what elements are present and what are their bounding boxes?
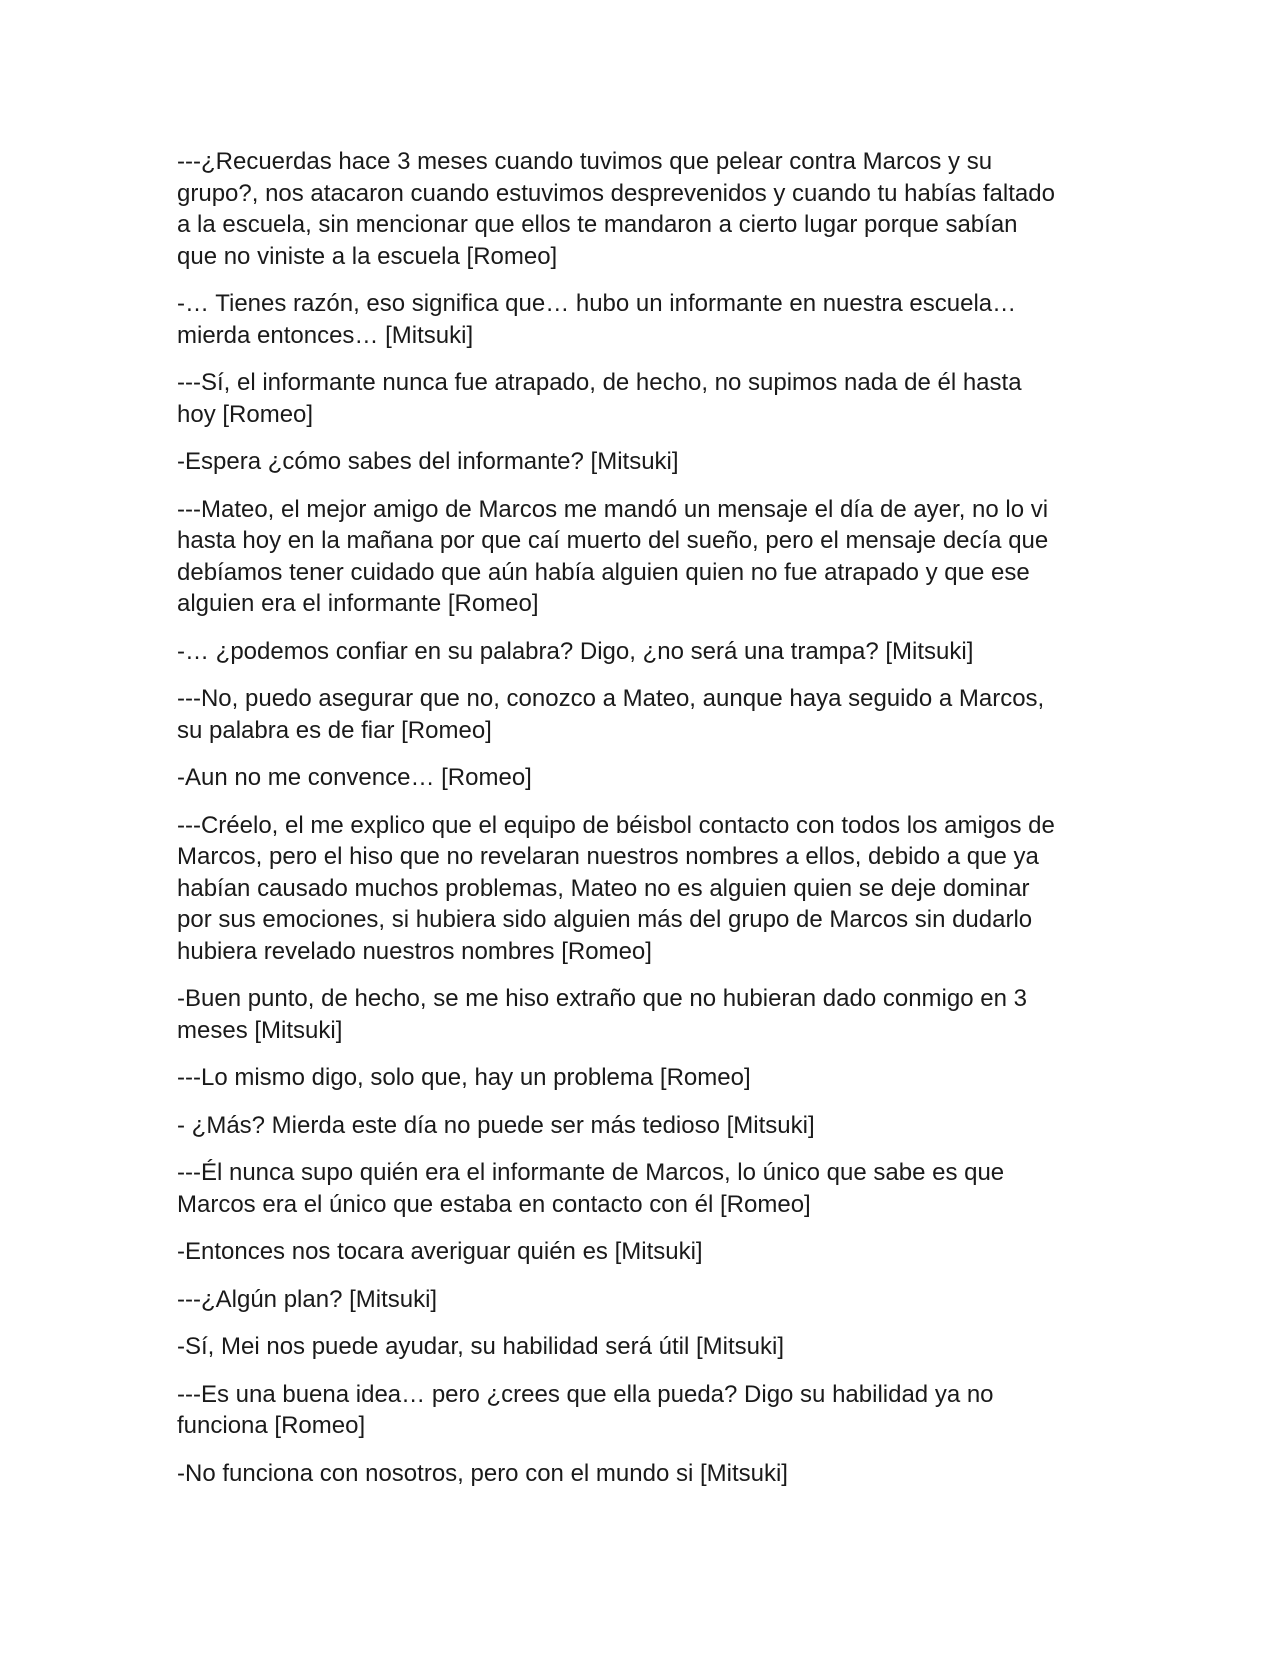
dialogue-line: -Buen punto, de hecho, se me hiso extraño que no hubieran dado conmigo en 3 [177, 985, 1027, 1012]
dialogue-line: - ¿Más? Mierda este día no puede ser más tedioso [Mitsuki] [177, 1111, 815, 1139]
dialogue-line: a la escuela, sin mencionar que ellos te mandaron a cierto lugar porque sabían [177, 211, 1018, 238]
dialogue-line: hoy [Romeo] [177, 400, 314, 428]
dialogue-paragraph [177, 494, 1102, 620]
dialogue-line: grupo?, nos atacaron cuando estuvimos desprevenidos y cuando tu habías faltado [177, 179, 1055, 207]
dialogue-line: -Espera ¿cómo sabes del informante? [Mitsuki] [177, 448, 679, 475]
dialogue-line: -No funciona con nosotros, pero con el mundo si [Mitsuki] [177, 1459, 788, 1487]
dialogue-line: su palabra es de fiar [Romeo] [177, 716, 492, 744]
document-body [177, 146, 1102, 1505]
dialogue-line: ---¿Algún plan? [Mitsuki] [177, 1285, 438, 1313]
dialogue-paragraph [177, 288, 1102, 351]
dialogue-paragraph [177, 810, 1102, 968]
dialogue-line: habían causado muchos problemas, Mateo no es alguien quien se deje dominar [177, 874, 1030, 902]
dialogue-paragraph [177, 1284, 1102, 1316]
dialogue-line: ---Lo mismo digo, solo que, hay un problema [Romeo] [177, 1064, 751, 1091]
dialogue-line: -… ¿podemos confiar en su palabra? Digo, ¿no será una trampa? [Mitsuki] [177, 637, 974, 665]
dialogue-line: ---Mateo, el mejor amigo de Marcos me mandó un mensaje el día de ayer, no lo vi [177, 495, 1049, 523]
dialogue-line: ---Sí, el informante nunca fue atrapado, de hecho, no supimos nada de él hasta [177, 369, 1022, 396]
dialogue-line: ---No, puedo asegurar que no, conozco a Mateo, aunque haya seguido a Marcos, [177, 685, 1045, 712]
dialogue-line: ---Créelo, el me explico que el equipo de béisbol contacto con todos los amigos de [177, 811, 1055, 839]
dialogue-line: Marcos era el único que estaba en contacto con él [Romeo] [177, 1190, 811, 1218]
dialogue-line: Marcos, pero el hiso que no revelaran nuestros nombres a ellos, debido a que ya [177, 843, 1039, 870]
dialogue-line: ---Es una buena idea… pero ¿crees que ella pueda? Digo su habilidad ya no [177, 1380, 994, 1408]
dialogue-line: -Aun no me convence… [Romeo] [177, 764, 532, 791]
dialogue-paragraph [177, 683, 1102, 746]
dialogue-paragraph [177, 1379, 1102, 1442]
dialogue-line: hasta hoy en la mañana por que caí muerto del sueño, pero el mensaje decía que [177, 527, 1049, 554]
dialogue-line: hubiera revelado nuestros nombres [Romeo] [177, 937, 652, 965]
dialogue-line: -Sí, Mei nos puede ayudar, su habilidad será útil [Mitsuki] [177, 1333, 784, 1360]
dialogue-paragraph [177, 1110, 1102, 1142]
dialogue-line: que no viniste a la escuela [Romeo] [177, 242, 558, 270]
dialogue-paragraph [177, 1458, 1102, 1490]
dialogue-paragraph [177, 367, 1102, 430]
dialogue-paragraph [177, 1062, 1102, 1094]
dialogue-line: -Entonces nos tocara averiguar quién es [Mitsuki] [177, 1238, 703, 1265]
dialogue-paragraph [177, 1236, 1102, 1268]
dialogue-line: -… Tienes razón, eso significa que… hubo un informante en nuestra escuela… [177, 290, 1017, 317]
dialogue-line: alguien era el informante [Romeo] [177, 590, 539, 617]
dialogue-line: ---Él nunca supo quién era el informante de Marcos, lo único que sabe es que [177, 1159, 1005, 1186]
dialogue-paragraph [177, 1331, 1102, 1363]
dialogue-line: mierda entonces… [Mitsuki] [177, 321, 474, 349]
dialogue-paragraph [177, 636, 1102, 668]
dialogue-line: meses [Mitsuki] [177, 1016, 343, 1044]
dialogue-line: debíamos tener cuidado que aún había alguien quien no fue atrapado y que ese [177, 558, 1030, 586]
dialogue-paragraph [177, 446, 1102, 478]
dialogue-line: ---¿Recuerdas hace 3 meses cuando tuvimos que pelear contra Marcos y su [177, 148, 993, 175]
dialogue-paragraph [177, 762, 1102, 794]
dialogue-paragraph [177, 146, 1102, 272]
dialogue-line: funciona [Romeo] [177, 1412, 366, 1439]
dialogue-paragraph [177, 983, 1102, 1046]
dialogue-paragraph [177, 1157, 1102, 1220]
dialogue-line: por sus emociones, si hubiera sido alguien más del grupo de Marcos sin dudarlo [177, 906, 1033, 933]
